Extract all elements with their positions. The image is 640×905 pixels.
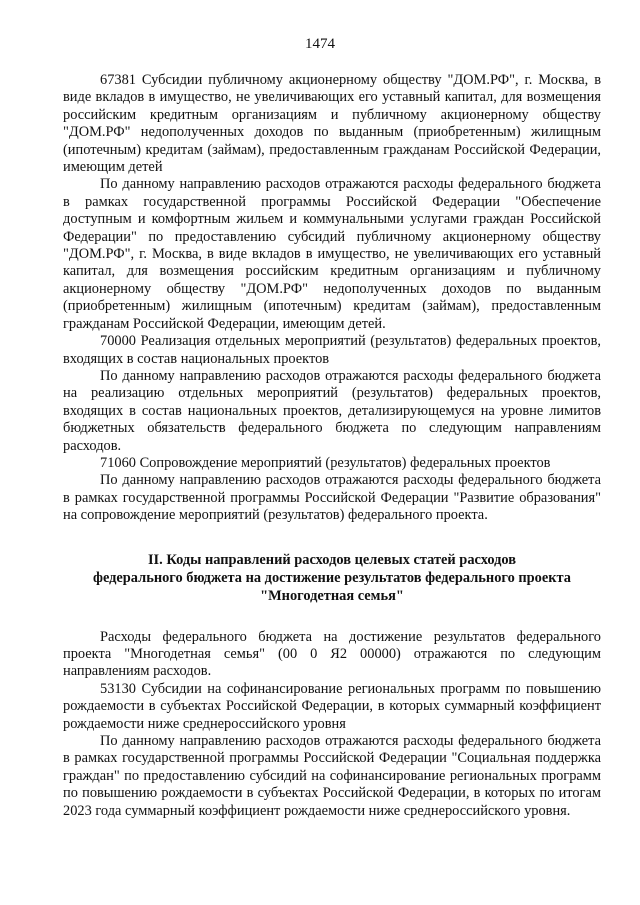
page-number: 1474	[305, 36, 335, 52]
paragraph-71060-title: 71060 Сопровождение мероприятий (результатов) федеральных проектов	[100, 454, 551, 471]
document-body	[63, 72, 601, 820]
paragraph-section-intro: Расходы федерального бюджета на достижение результатов федерального проекта "Многодетная семья" (00 0 Я2 00000) отражаются по следующим направлениям расходов.	[63, 628, 601, 680]
paragraph-67381-description: По данному направлению расходов отражаются расходы федерального бюджета в рамках государственной программы Российской Федерации "Обеспечение доступным и комфортным жильем и коммунальными услугами граждан Российской Федерации" по предоставлению субсидий публичному акционерному обществу "ДОМ.РФ", г. Москва, в виде вкладов в имущество, не увеличивающих его уставный капитал, для возмещения российским кредитным организациям и публичному акционерному обществу "ДОМ.РФ" недополученных доходов по выданным (приобретенным) жилищным (ипотечным) кредитам (займам), предоставленным гражданам Российской Федерации, имеющим детей.	[63, 176, 601, 332]
paragraph-71060-description: По данному направлению расходов отражаются расходы федерального бюджета в рамках государственной программы Российской Федерации "Развитие образования" на сопровождение мероприятий (результатов) федерального проекта.	[63, 472, 601, 524]
section-heading-line: федерального бюджета на достижение результатов федерального проекта	[92, 569, 571, 586]
paragraph-53130-title: 53130 Субсидии на софинансирование региональных программ по повышению рождаемости в субъектах Российской Федерации, в которых суммарный коэффициент рождаемости ниже среднероссийского уровня	[63, 680, 601, 732]
section-heading-line: II. Коды направлений расходов целевых статей расходов	[147, 551, 517, 568]
paragraph-70000-title: 70000 Реализация отдельных мероприятий (результатов) федеральных проектов, входящих в состав национальных проектов	[63, 333, 601, 367]
paragraph-70000-description: По данному направлению расходов отражаются расходы федерального бюджета на реализацию отдельных мероприятий (результатов) федеральных проектов, входящих в состав национальных проектов, детализирующемуся на уровне лимитов бюджетных обязательств федерального бюджета по следующим направлениям расходов.	[63, 367, 601, 454]
section-heading	[63, 551, 601, 605]
paragraph-67381-title: 67381 Субсидии публичному акционерному обществу "ДОМ.РФ", г. Москва, в виде вкладов в имущество, не увеличивающих его уставный капитал, для возмещения российским кредитным организациям и публичному акционерному обществу "ДОМ.РФ" недополученных доходов по выданным (приобретенным) жилищным (ипотечным) кредитам (займам), предоставленным гражданам Российской Федерации, имеющим детей	[63, 72, 601, 176]
section-heading-line: "Многодетная семья"	[260, 587, 404, 604]
paragraph-53130-description: По данному направлению расходов отражаются расходы федерального бюджета в рамках государственной программы Российской Федерации "Социальная поддержка граждан" по предоставлению субсидий на софинансирование региональных программ по повышению рождаемости в субъектах Российской Федерации, в которых по итогам 2023 года суммарный коэффициент рождаемости ниже среднероссийского уровня.	[63, 733, 601, 819]
